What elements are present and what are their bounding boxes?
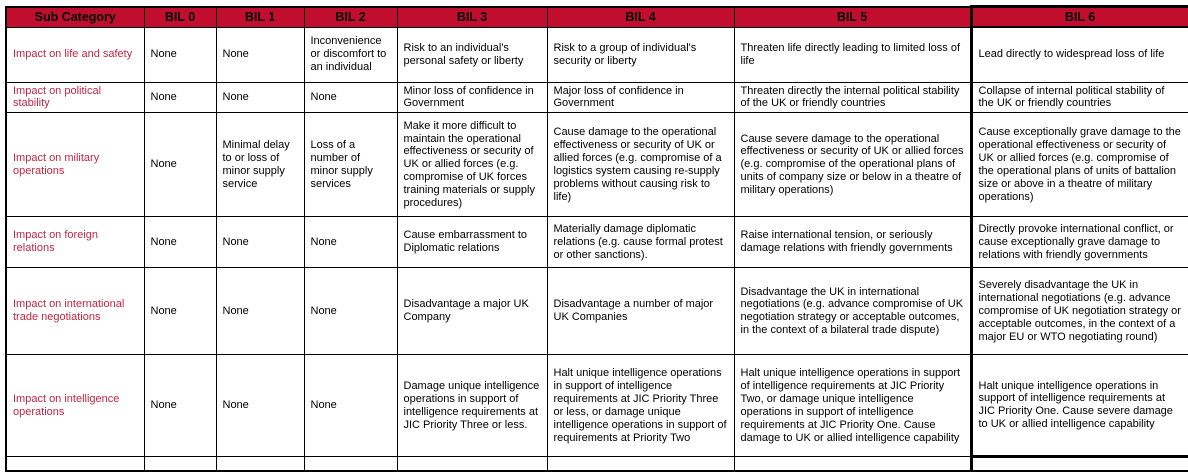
cell-bil-6: Halt unique intelligence operations in support of intelligence requirements at JIC Priority One. Cause severe damage to UK or allied intelligence capability (971, 355, 1188, 457)
row-category-label: Impact on life and safety (6, 27, 144, 82)
table-body (6, 27, 1188, 471)
cell-bil-4: Halt unique intelligence operations in support of intelligence requirements at JIC Priority Three or less, or damage unique intelligence operations in support of requirements at Priority Two (547, 355, 734, 457)
cell-bil-4: Cause damage to the operational effectiveness or security of UK or allied forces (e.g. compromise of a logistics system causing re-supply problems without causing risk to life) (547, 113, 734, 217)
cell-bil-1: None (216, 27, 304, 82)
partial-cell (547, 457, 734, 471)
row-category-label: Impact on foreign relations (6, 217, 144, 268)
cell-bil-3: Risk to an individual's personal safety or liberty (397, 27, 547, 82)
cell-bil-6: Severely disadvantage the UK in international negotiations (e.g. advance compromise of UK negotiation strategy or acceptable outcomes, in the context of a major EU or WTO negotiating round) (971, 268, 1188, 355)
partial-cell (216, 457, 304, 471)
cell-bil-3: Make it more difficult to maintain the operational effectiveness or security of UK or allied forces (e.g. compromise of UK forces training materials or supply procedures) (397, 113, 547, 217)
row-category-label: Impact on international trade negotiations (6, 268, 144, 355)
partial-row (6, 457, 1188, 471)
cell-bil-5: Halt unique intelligence operations in support of intelligence requirements at JIC Priority Two, or damage unique intelligence operations in support of intelligence requirements at JIC Priority One. Cause damage to UK or allied intelligence capability (734, 355, 971, 457)
column-header-bil-6: BIL 6 (971, 7, 1188, 28)
column-header-bil-1: BIL 1 (216, 7, 304, 28)
column-header-bil-2: BIL 2 (304, 7, 397, 28)
partial-cell (304, 457, 397, 471)
cell-bil-0: None (144, 217, 216, 268)
table-row (6, 355, 1188, 457)
cell-bil-2: None (304, 217, 397, 268)
partial-cell (971, 457, 1188, 471)
cell-bil-0: None (144, 355, 216, 457)
cell-bil-5: Disadvantage the UK in international negotiations (e.g. advance compromise of UK negotiation strategy or acceptable outcomes, in the context of a bilateral trade dispute) (734, 268, 971, 355)
partial-cell (397, 457, 547, 471)
bil-impact-table (5, 5, 1188, 472)
cell-bil-2: Inconvenience or discomfort to an individual (304, 27, 397, 82)
cell-bil-6: Directly provoke international conflict, or cause exceptionally grave damage to relations with friendly governments (971, 217, 1188, 268)
table-header (6, 7, 1188, 28)
partial-cell (144, 457, 216, 471)
header-row (6, 7, 1188, 28)
column-header-bil-3: BIL 3 (397, 7, 547, 28)
cell-bil-5: Threaten life directly leading to limited loss of life (734, 27, 971, 82)
table-row (6, 82, 1188, 113)
cell-bil-4: Disadvantage a number of major UK Companies (547, 268, 734, 355)
cell-bil-1: None (216, 82, 304, 113)
cell-bil-1: Minimal delay to or loss of minor supply service (216, 113, 304, 217)
table-row (6, 27, 1188, 82)
cell-bil-0: None (144, 82, 216, 113)
cell-bil-0: None (144, 113, 216, 217)
cell-bil-0: None (144, 27, 216, 82)
cell-bil-6: Lead directly to widespread loss of life (971, 27, 1188, 82)
column-header-bil-4: BIL 4 (547, 7, 734, 28)
cell-bil-3: Minor loss of confidence in Government (397, 82, 547, 113)
cell-bil-3: Cause embarrassment to Diplomatic relations (397, 217, 547, 268)
cell-bil-1: None (216, 268, 304, 355)
cell-bil-5: Threaten directly the internal political stability of the UK or friendly countries (734, 82, 971, 113)
cell-bil-6: Collapse of internal political stability of the UK or friendly countries (971, 82, 1188, 113)
table-row (6, 268, 1188, 355)
cell-bil-1: None (216, 355, 304, 457)
cell-bil-4: Risk to a group of individual's security or liberty (547, 27, 734, 82)
cell-bil-1: None (216, 217, 304, 268)
table-row (6, 113, 1188, 217)
row-category-label: Impact on intelligence operations (6, 355, 144, 457)
row-category-label: Impact on military operations (6, 113, 144, 217)
cell-bil-5: Raise international tension, or seriously damage relations with friendly governments (734, 217, 971, 268)
column-header-bil-0: BIL 0 (144, 7, 216, 28)
cell-bil-2: None (304, 355, 397, 457)
table-row (6, 217, 1188, 268)
cell-bil-6: Cause exceptionally grave damage to the operational effectiveness or security of UK or allied forces (e.g. compromise of the operational plans of units of battalion size or above in a theatre of military operations) (971, 113, 1188, 217)
cell-bil-2: None (304, 268, 397, 355)
cell-bil-2: Loss of a number of minor supply services (304, 113, 397, 217)
column-header-bil-5: BIL 5 (734, 7, 971, 28)
cell-bil-3: Disadvantage a major UK Company (397, 268, 547, 355)
cell-bil-4: Materially damage diplomatic relations (e.g. cause formal protest or other sanctions). (547, 217, 734, 268)
cell-bil-0: None (144, 268, 216, 355)
cell-bil-5: Cause severe damage to the operational effectiveness or security of UK or allied forces (e.g. compromise of the operational plans of units of company size or below in a theatre of military operations) (734, 113, 971, 217)
cell-bil-2: None (304, 82, 397, 113)
cell-bil-4: Major loss of confidence in Government (547, 82, 734, 113)
column-header-sub-category: Sub Category (6, 7, 144, 28)
partial-cell (6, 457, 144, 471)
cell-bil-3: Damage unique intelligence operations in support of intelligence requirements at JIC Priority Three or less. (397, 355, 547, 457)
row-category-label: Impact on political stability (6, 82, 144, 113)
partial-cell (734, 457, 971, 471)
